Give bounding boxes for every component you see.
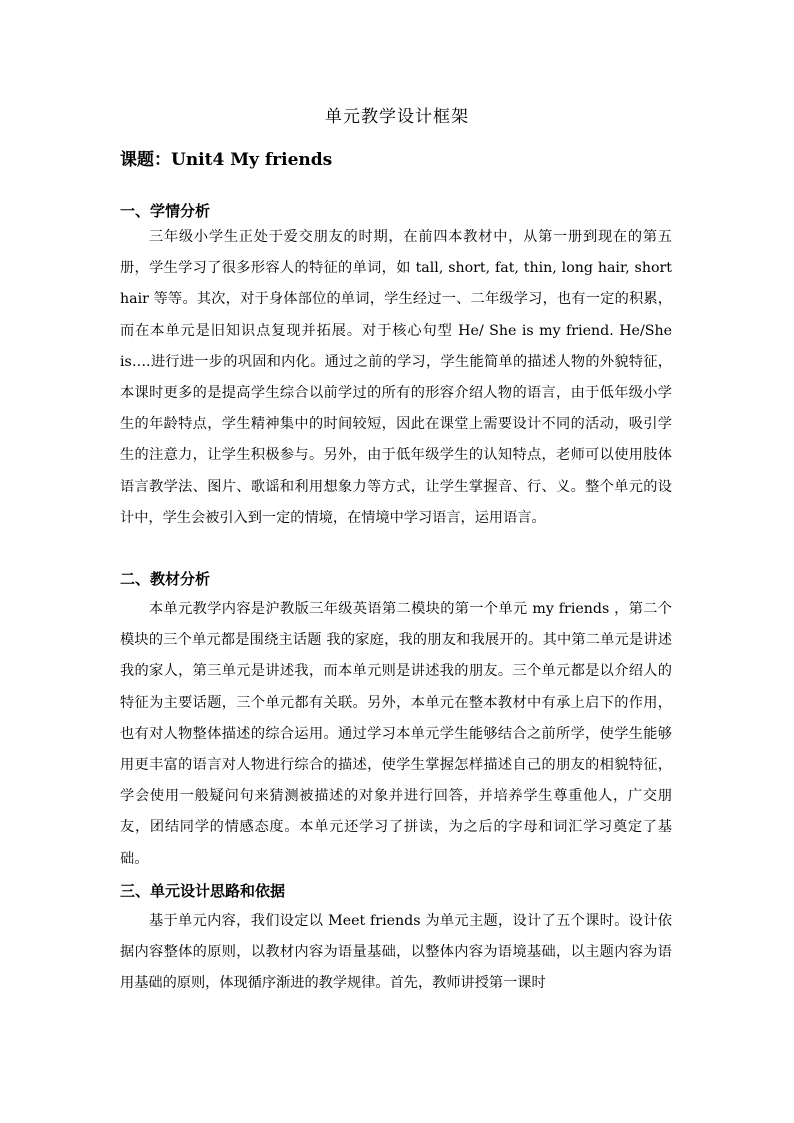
section-heading-learner-analysis: 一、学情分析 <box>120 202 211 220</box>
section-body-learner-analysis: 三年级小学生正处于爱交朋友的时期，在前四本教材中，从第一册到现在的第五册，学生学习了很多形容人的特征的单词，如 tall, short, fat, thin, long hair, short hair 等等。其次，对于身体部位的单词，学生经过一、二年级学习，也有一定的积累，而在本单元是旧知识点复现并拓展。对于核心句型 He/ She is my friend. He/She is….进行进一步的巩固和内化。通过之前的学习，学生能简单的描述人物的外貌特征，本课时更多的是提高学生综合以前学过的所有的形容介绍人物的语言，由于低年级小学生的年龄特点，学生精神集中的时间较短，因此在课堂上需要设计不同的活动，吸引学生的注意力，让学生积极参与。另外，由于低年级学生的认知特点，老师可以使用肢体语言教学法、图片、歌谣和利用想象力等方式，让学生掌握音、行、义。整个单元的设计中，学生会被引入到一定的情境，在情境中学习语言，运用语言。 <box>120 229 672 526</box>
section-body-design-rationale: 基于单元内容，我们设定以 Meet friends 为单元主题，设计了五个课时。设计依据内容整体的原则，以教材内容为语量基础，以整体内容为语境基础，以主题内容为语用基础的原则，体现循序渐进的教学规律。首先，教师讲授第一课时 <box>120 913 672 992</box>
section-heading-design-rationale: 三、单元设计思路和依据 <box>120 882 286 900</box>
lesson-topic: 课题：Unit4 My friends <box>120 150 333 170</box>
section-body-material-analysis: 本单元教学内容是沪教版三年级英语第二模块的第一个单元 my friends ，第二个模块的三个单元都是围绕主话题 我的家庭，我的朋友和我展开的。其中第二单元是讲述我的家人，第三单元是讲述我，而本单元则是讲述我的朋友。三个单元都是以介绍人的特征为主要话题，三个单元都有关联。另外，本单元在整本教材中有承上启下的作用，也有对人物整体描述的综合运用。通过学习本单元学生能够结合之前所学，使学生能够用更丰富的语言对人物进行综合的描述，使学生掌握怎样描述自己的朋友的相貌特征，学会使用一般疑问句来猜测被描述的对象并进行回答，并培养学生尊重他人，广交朋友，团结同学的情感态度。本单元还学习了拼读，为之后的字母和词汇学习奠定了基础。 <box>120 601 672 867</box>
document-title: 单元教学设计框架 <box>325 107 469 127</box>
section-heading-material-analysis: 二、教材分析 <box>120 570 211 588</box>
